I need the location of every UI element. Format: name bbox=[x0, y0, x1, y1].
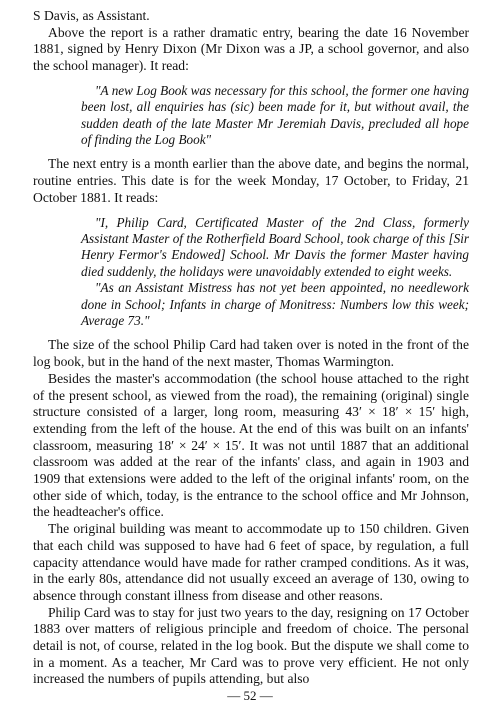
page-number: — 52 — bbox=[227, 688, 273, 703]
paragraph-report-entry: Above the report is a rather dramatic entry, bearing the date 16 November 1881, signed by Henry Dixon (Mr Dixon was a JP, a school governor, and also the school manager). It read: bbox=[33, 24, 469, 74]
paragraph-school-size: The size of the school Philip Card had taken over is noted in the front of the log book, but in the hand of the next master, Thomas Warmington. bbox=[33, 337, 469, 370]
paragraph-accommodation: Besides the master's accommodation (the school house attached to the right of the present school, as viewed from the road), the remaining (original) single structure consisted of a larger, long room, measuring 43′ × 18′ × 15′ high, extending from the left of the house. At the end of this was built on an infants' classroom, measuring 18′ × 24′ × 15′. It was not until 1887 that an additional classroom was added at the rear of the infants' class, and again in 1903 and 1909 that extensions were added to the left of the original infants' room, on the other side of which, today, is the entrance to the school office and Mr Johnson, the headteacher's office. bbox=[33, 370, 469, 520]
quote-philip-card: "I, Philip Card, Certificated Master of the 2nd Class, formerly Assistant Master of the Rotherfield Board School, took charge of this [Sir Henry Fermor's Endowed] School. Mr Davis the former Master having died suddenly, the holidays were unavoidably extended to eight weeks. bbox=[81, 214, 469, 279]
paragraph-original-building: The original building was meant to accommodate up to 150 children. Given that each child was supposed to have had 6 feet of space, by regulation, a full capacity attendance would have made for rather cramped conditions. As it was, in the early 80s, attendance did not usually exceed an average of 130, owing to absence through constant illness from disease and other reasons. bbox=[33, 521, 469, 603]
body-text bbox=[33, 8, 469, 688]
block-quote-dixon bbox=[33, 83, 469, 149]
paragraph-continuation: S Davis, as Assistant. bbox=[33, 8, 150, 23]
quote-log-book: "A new Log Book was necessary for this school, the former one having been lost, all enquiries has (sic) been made for it, but without avail, the sudden death of the late Master Mr Jeremiah Davis, precluded all hope of finding the Log Book" bbox=[81, 82, 469, 148]
quote-assistant-mistress: "As an Assistant Mistress has not yet been appointed, no needlework done in School; Infants in charge of Monitress: Numbers low this week; Average 73." bbox=[81, 280, 469, 328]
paragraph-next-entry: The next entry is a month earlier than the above date, and begins the normal, routine entries. This date is for the week Monday, 17 October, to Friday, 21 October 1881. It reads: bbox=[33, 156, 469, 205]
paragraph-philip-card-stay: Philip Card was to stay for just two years to the day, resigning on 17 October 1883 over matters of religious principle and freedom of choice. The personal detail is not, of course, related in the log book. But the dispute we shall come to in a moment. As a teacher, Mr Card was to prove very efficient. He not only increased the numbers of pupils attending, but also bbox=[33, 604, 469, 687]
block-quote-card bbox=[33, 215, 469, 330]
